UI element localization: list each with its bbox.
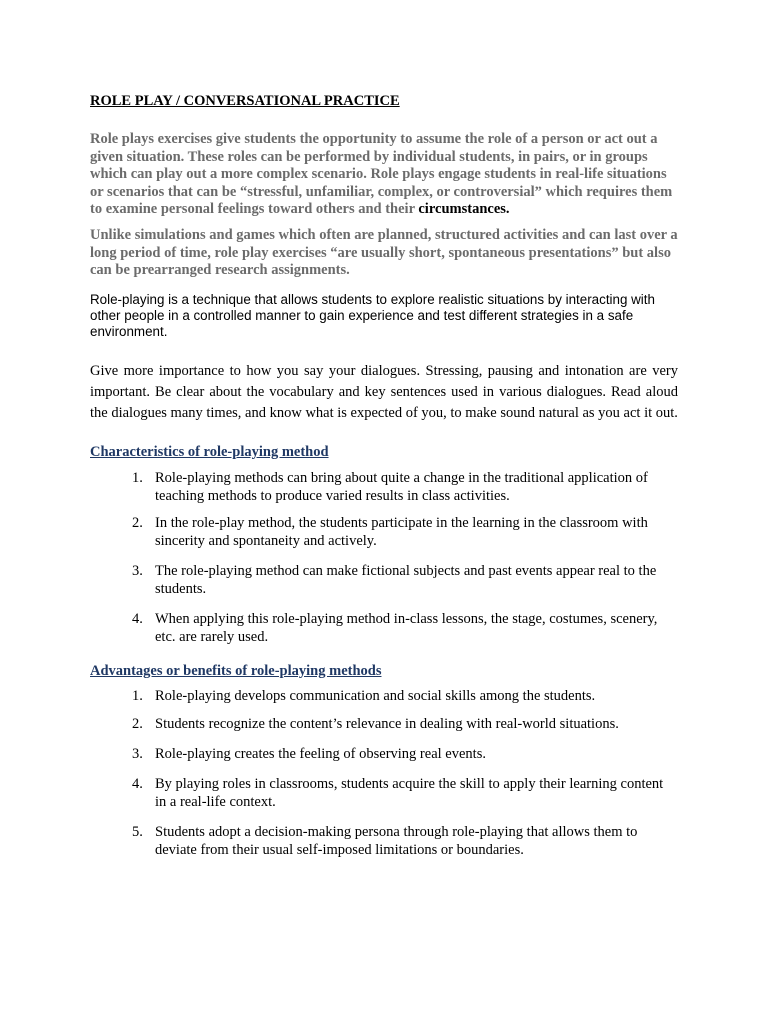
advantages-heading: Advantages or benefits of role-playing methods: [90, 662, 382, 679]
list-item: [90, 610, 678, 646]
list-item-text: By playing roles in classrooms, students acquire the skill to apply their learning content in a real-life context.: [155, 775, 664, 810]
definition-paragraph: Role-playing is a technique that allows students to explore realistic situations by interacting with other people in a controlled manner to gain experience and test different strategies in a safe environment.: [90, 291, 655, 339]
list-item-number: 4.: [132, 610, 143, 627]
advantages-section: [90, 662, 678, 859]
list-item-text: The role-playing method can make fictional subjects and past events appear real to the students.: [155, 562, 657, 597]
list-item-number: 1.: [132, 687, 143, 704]
intro-paragraph-text: Role plays exercises give students the opportunity to assume the role of a person or act out a given situation. These roles can be performed by individual students, in pairs, or in groups which can play out a more complex scenario. Role plays engage students in real-life situations or scenarios that can be “stressful, unfamiliar, complex, or controversial” which requires them to examine personal feelings toward others and their: [90, 131, 673, 218]
advantages-list: [90, 687, 678, 859]
simulations-paragraph: Unlike simulations and games which often are planned, structured activities and can last over a long period of time, role play exercises “are usually short, spontaneous presentations” but also can be prearranged research assignments.: [90, 226, 678, 279]
document-page: [90, 92, 678, 869]
list-item-text: Role-playing develops communication and social skills among the students.: [155, 687, 596, 704]
list-item-number: 2.: [132, 715, 143, 732]
list-item-number: 5.: [132, 823, 143, 840]
list-item-text: Role-playing methods can bring about quite a change in the traditional application of teaching methods to produce varied results in class activities.: [155, 469, 648, 504]
list-item-text: When applying this role-playing method in-class lessons, the stage, costumes, scenery, etc. are rarely used.: [155, 610, 658, 645]
list-item-number: 4.: [132, 775, 143, 792]
list-item-number: 3.: [132, 745, 143, 762]
list-item: [90, 469, 678, 505]
intro-paragraph: [90, 131, 678, 219]
characteristics-section: [90, 443, 678, 646]
characteristics-heading: Characteristics of role-playing method: [90, 443, 329, 460]
document-title: ROLE PLAY / CONVERSATIONAL PRACTICE: [90, 93, 400, 109]
list-item: [90, 562, 678, 598]
list-item: [90, 514, 678, 550]
list-item-number: 1.: [132, 469, 143, 486]
characteristics-list: [90, 469, 678, 646]
list-item: [90, 745, 678, 763]
list-item-number: 2.: [132, 514, 143, 531]
dialogue-advice-paragraph: Give more importance to how you say your dialogues. Stressing, pausing and intonation are very important. Be clear about the vocabulary and key sentences used in various dialogues. Read aloud the dialogues many times, and know what is expected of you, to make sound natural as you act it out.: [90, 362, 678, 421]
list-item-text: Students recognize the content’s relevance in dealing with real-world situations.: [155, 715, 619, 732]
list-item: [90, 775, 678, 811]
list-item-text: Students adopt a decision-making persona through role-playing that allows them to deviate from their usual self-imposed limitations or boundaries.: [155, 823, 638, 858]
list-item-number: 3.: [132, 562, 143, 579]
list-item: [90, 715, 678, 733]
list-item-text: In the role-play method, the students participate in the learning in the classroom with sincerity and spontaneity and actively.: [155, 514, 648, 549]
intro-paragraph-emphasis: circumstances.: [418, 201, 510, 218]
list-item-text: Role-playing creates the feeling of observing real events.: [155, 745, 486, 762]
list-item: [90, 823, 678, 859]
list-item: [90, 687, 678, 705]
